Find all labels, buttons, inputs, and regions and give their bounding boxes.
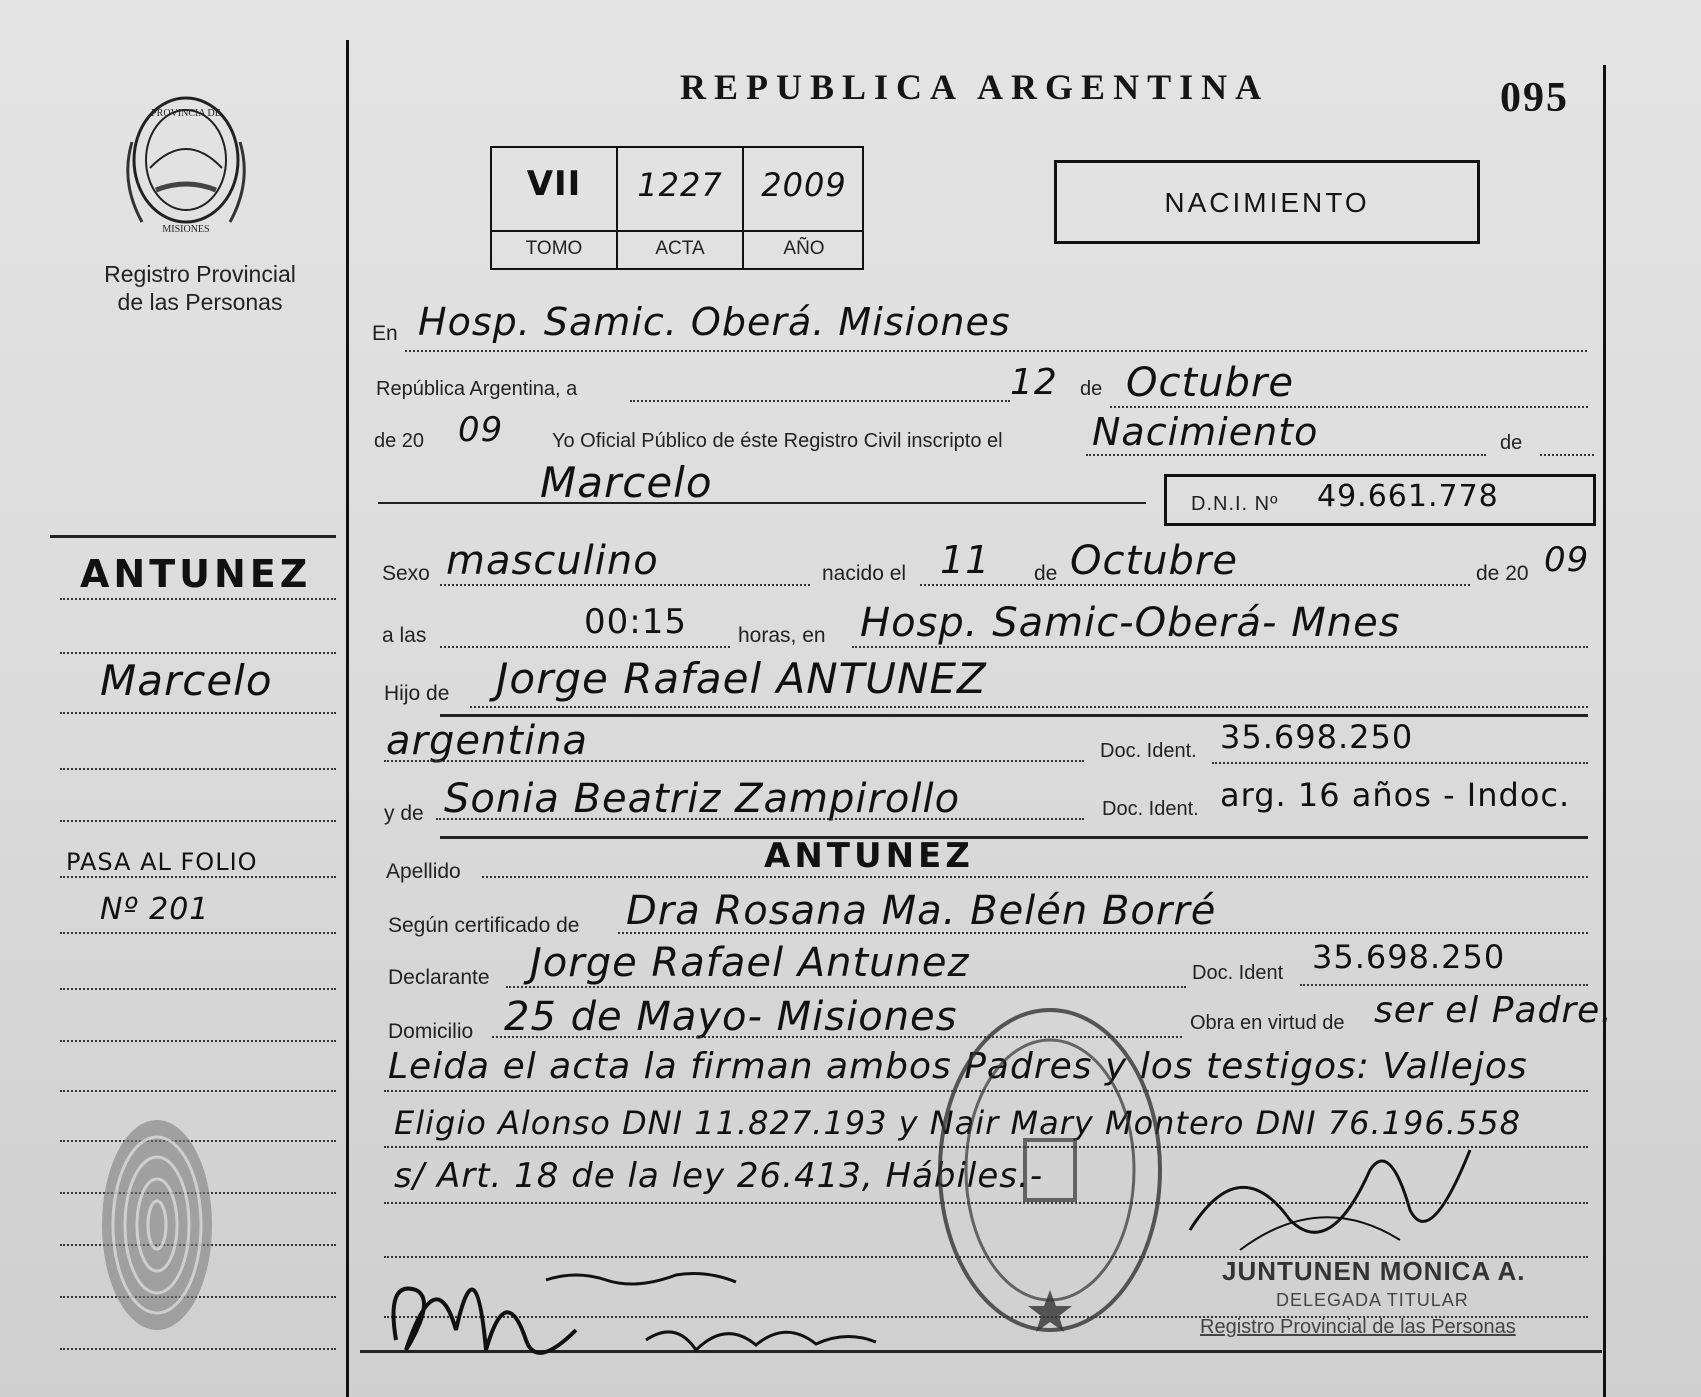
obra-value: ser el Padre.	[1374, 990, 1613, 1031]
father-value: Jorge Rafael ANTUNEZ	[496, 654, 987, 703]
officer-name: JUNTUNEN MONICA A.	[1222, 1256, 1526, 1286]
registry-name-line2: de las Personas	[117, 289, 283, 315]
apellido-value: ANTUNEZ	[764, 836, 974, 876]
acta-value: 1227	[637, 166, 723, 204]
inscripto-value: Nacimiento	[1092, 410, 1319, 454]
year-prefix-label: de 20	[374, 430, 425, 452]
republica-label: República Argentina, a	[376, 378, 578, 400]
anio-label: AÑO	[783, 238, 825, 259]
margin-surname: ANTUNEZ	[80, 552, 312, 596]
officer-role: DELEGADA TITULAR	[1276, 1290, 1469, 1310]
record-reference-box	[490, 146, 864, 270]
declarante-value: Jorge Rafael Antunez	[530, 940, 970, 986]
mother-doc-value: arg. 16 años - Indoc.	[1220, 776, 1571, 814]
officer-institution: Registro Provincial de las Personas	[1200, 1316, 1516, 1338]
registry-name	[70, 260, 330, 316]
mother-value: Sonia Beatriz Zampirollo	[444, 776, 961, 822]
acta-label: ACTA	[655, 238, 705, 259]
birth-year-value: 09	[1544, 540, 1590, 580]
nacido-label: nacido el	[822, 562, 907, 585]
doc-ident-label-2: Doc. Ident.	[1102, 798, 1199, 820]
hijo-label: Hijo de	[384, 682, 450, 705]
notes-line1: Leida el acta la firman ambos Padres y los testigos: Vallejos	[388, 1046, 1528, 1087]
domicilio-value: 25 de Mayo- Misiones	[504, 994, 958, 1040]
tomo-value: VII	[526, 164, 582, 204]
year-value: 09	[458, 410, 504, 450]
provincial-seal-icon	[112, 82, 260, 242]
anio-value: 2009	[761, 166, 847, 204]
registry-name-line1: Registro Provincial	[104, 261, 296, 287]
doc-ident-label-3: Doc. Ident	[1192, 962, 1284, 984]
record-type-box	[1054, 160, 1480, 244]
seal-text-bottom: MISIONES	[162, 224, 210, 235]
horas-label: horas, en	[738, 624, 826, 647]
alas-label: a las	[382, 624, 427, 647]
declarante-label: Declarante	[388, 966, 490, 989]
declarante-doc-value: 35.698.250	[1312, 938, 1506, 976]
day-value: 12	[1010, 362, 1058, 403]
oficial-label: Yo Oficial Público de éste Registro Civil inscripto el	[552, 430, 1003, 452]
sexo-label: Sexo	[382, 562, 430, 585]
apellido-label: Apellido	[386, 860, 461, 883]
birth-month-value: Octubre	[1070, 538, 1238, 584]
tomo-label: TOMO	[525, 238, 583, 259]
month-value: Octubre	[1126, 360, 1294, 406]
sexo-value: masculino	[446, 538, 659, 584]
dni-label: D.N.I. Nº	[1191, 493, 1279, 515]
name-value: Marcelo	[540, 458, 713, 507]
doc-ident-label: Doc. Ident.	[1100, 740, 1197, 762]
record-type-label: NACIMIENTO	[1164, 187, 1370, 218]
segun-label: Según certificado de	[388, 914, 580, 937]
fingerprint-icon	[92, 1110, 222, 1340]
obra-label: Obra en virtud de	[1190, 1012, 1345, 1034]
father-nationality-value: argentina	[386, 718, 588, 764]
yde-label: y de	[384, 802, 424, 825]
dni-value: 49.661.778	[1317, 479, 1499, 514]
en-value: Hosp. Samic. Oberá. Misiones	[418, 300, 1011, 344]
margin-note-line1: PASA AL FOLIO	[66, 848, 258, 876]
country-title: REPUBLICA ARGENTINA	[680, 67, 1270, 107]
folio-number: 095	[1500, 75, 1569, 121]
official-round-stamp-icon	[930, 1000, 1170, 1340]
father-doc-value: 35.698.250	[1220, 718, 1414, 756]
birth-year-label: de 20	[1476, 562, 1529, 585]
de-label-3: de	[1034, 562, 1058, 585]
de-label-2: de	[1500, 432, 1523, 454]
birth-day-value: 11	[940, 538, 991, 582]
margin-given-name: Marcelo	[100, 656, 273, 705]
notes-line2: Eligio Alonso DNI 11.827.193 y Nair Mary Montero DNI 76.196.558	[394, 1104, 1521, 1142]
hour-value: 00:15	[584, 602, 687, 642]
notes-line3: s/ Art. 18 de la ley 26.413, Hábiles.-	[394, 1156, 1044, 1196]
seal-text-top: PROVINCIA DE	[151, 108, 221, 119]
birth-place-value: Hosp. Samic-Oberá- Mnes	[860, 600, 1401, 646]
signatures-scribble-icon	[376, 1220, 936, 1390]
margin-note-line2: Nº 201	[100, 892, 210, 927]
segun-value: Dra Rosana Ma. Belén Borré	[626, 888, 1217, 934]
officer-signature-icon	[1180, 1130, 1480, 1270]
domicilio-label: Domicilio	[388, 1020, 474, 1043]
dni-box	[1164, 474, 1596, 526]
en-label: En	[372, 322, 398, 345]
de-label: de	[1080, 378, 1103, 400]
